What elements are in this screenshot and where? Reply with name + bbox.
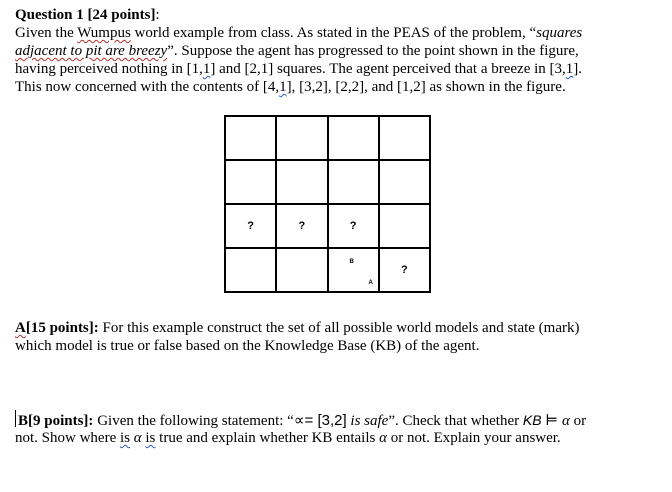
part-a-line-1: [15, 319, 580, 337]
part-b-text-1a: Given the following statement: “: [93, 413, 294, 429]
grid-cell-2-2: [276, 204, 327, 248]
part-b-line-1: [18, 411, 586, 430]
grid-cell-4-3: [379, 160, 430, 204]
question-title-text: Question 1 [24 points]: [15, 7, 156, 23]
line2-quote: adjacent to pit are breezy: [15, 43, 168, 59]
part-b-text-1c: or: [569, 413, 587, 429]
part-b-line-2: [15, 429, 561, 447]
unknown-mark-3-2: ?: [349, 220, 357, 232]
part-a-text-2: which model is true or false based on the Knowledge Base (KB) of the agent.: [15, 338, 480, 354]
question-title: [15, 6, 160, 24]
line3-text-b: ] and [2,1] squares. The agent perceived that a breeze in [3,: [210, 61, 566, 77]
alpha-symbol-2: α: [133, 430, 142, 446]
line4-num: 1: [279, 79, 287, 95]
grid-cell-1-2: [225, 204, 276, 248]
question-line-4: [15, 78, 566, 96]
wumpus-grid: [224, 115, 431, 293]
part-b-text-2a: not. Show where: [15, 430, 120, 446]
question-line-1: [15, 24, 582, 42]
line4-text-a: This now concerned with the contents of [4,: [15, 79, 280, 95]
question-line-2: [15, 42, 579, 60]
grid-cell-1-4: [225, 116, 276, 160]
part-b-text-1b: ”. Check that whether: [388, 413, 523, 429]
part-b-text-2c: or not. Explain your answer.: [386, 430, 561, 446]
wumpus-word: Wumpus: [77, 25, 131, 41]
grid-cell-3-1: [328, 248, 379, 292]
grid-cell-3-4: [328, 116, 379, 160]
alpha-statement: ∝= [3,2]: [293, 412, 347, 429]
grid-cell-1-3: [225, 160, 276, 204]
is-word-2: is: [145, 430, 156, 446]
unknown-mark-4-1: ?: [401, 264, 408, 276]
is-word-1: is: [120, 430, 131, 446]
grid-cell-2-4: [276, 116, 327, 160]
alpha-symbol-1: α: [561, 413, 570, 429]
unknown-mark-1-2: ?: [247, 220, 254, 232]
question-line-3: [15, 60, 582, 78]
line1-quote: squares: [536, 25, 583, 41]
line3-num: 1: [202, 61, 211, 77]
grid-cell-4-1: [379, 248, 430, 292]
grid-cell-4-4: [379, 116, 430, 160]
part-a-text-1: For this example construct the set of all possible world models and state (mark): [98, 320, 580, 336]
breeze-mark: B: [349, 259, 354, 265]
line2-text-b: ”. Suppose the agent has progressed to the point shown in the figure,: [167, 43, 579, 59]
grid-cell-1-1: [225, 248, 276, 292]
grid-cell-3-3: [328, 160, 379, 204]
grid-cell-2-1: [276, 248, 327, 292]
line4-text-b: ], [3,2], [2,2], and [1,2] as shown in the figure.: [286, 79, 566, 95]
part-a-label-rest: [15 points]:: [25, 320, 99, 336]
line1-text-a: Given the: [15, 25, 78, 41]
part-a-line-2: [15, 337, 479, 355]
grid-cell-3-2: [328, 204, 379, 248]
part-b-text-2b: true and explain whether KB entails: [155, 430, 380, 446]
line1-text-b: world example from class. As stated in the PEAS of the problem, “: [130, 25, 537, 41]
grid-cell-4-2: [379, 204, 430, 248]
line3-num2: 1: [565, 61, 574, 77]
line3-text-a: having perceived nothing in [1,: [15, 61, 203, 77]
unknown-mark-2-2: ?: [298, 220, 306, 232]
agent-mark: A: [368, 280, 373, 286]
part-a-label-a: A: [15, 320, 26, 336]
line3-text-c: ].: [573, 61, 583, 77]
kb-symbol: KB: [522, 412, 542, 428]
question-title-colon: :: [155, 7, 160, 23]
text-cursor: [15, 410, 16, 427]
alpha-symbol-3: α: [379, 430, 387, 446]
entails-symbol: ⊨: [541, 413, 562, 429]
is-safe-text: is safe: [346, 413, 389, 429]
grid-cell-2-3: [276, 160, 327, 204]
part-b-label: B[9 points]:: [18, 413, 94, 429]
